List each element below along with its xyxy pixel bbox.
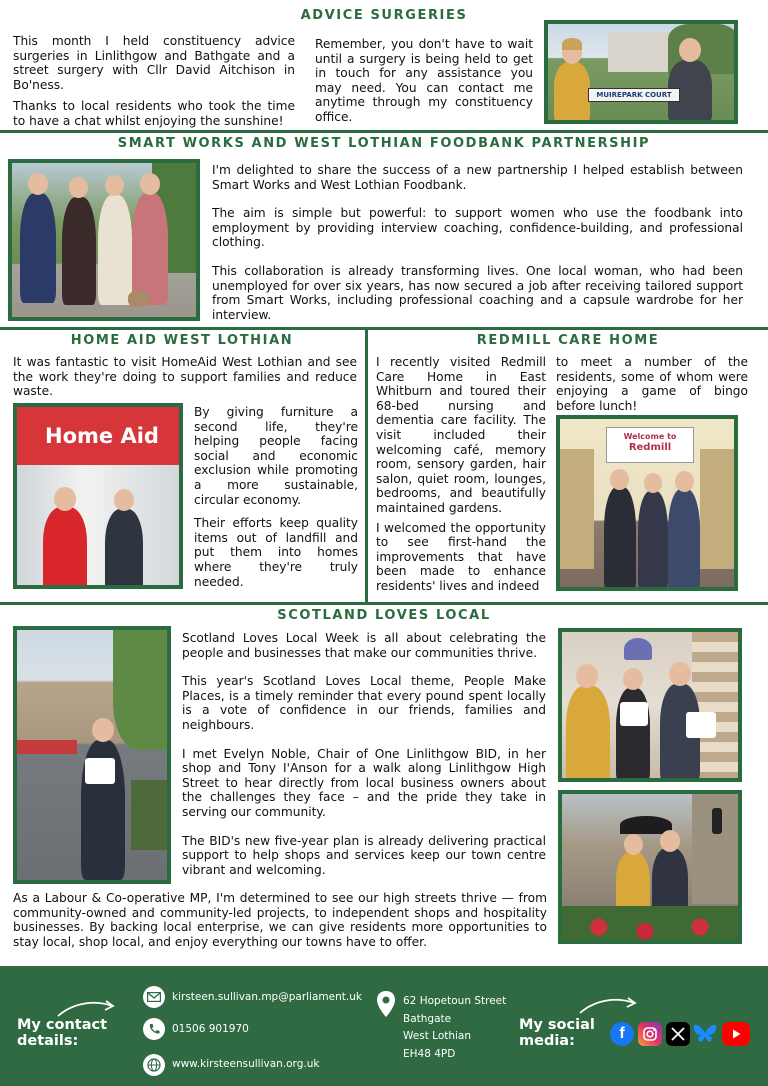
street-sign: MUIREPARK COURT bbox=[588, 88, 680, 102]
advice-photo bbox=[544, 20, 738, 124]
divider bbox=[0, 130, 768, 133]
sll-heading: SCOTLAND LOVES LOCAL bbox=[277, 608, 491, 623]
sll-photo-street bbox=[13, 626, 171, 884]
homeaid-sign: Home Aid bbox=[17, 407, 183, 465]
advice-col1-p2: Thanks to local residents who took the time to have a chat whilst enjoying the sunshine! bbox=[13, 99, 295, 128]
website-link[interactable]: www.kirsteensullivan.org.uk bbox=[172, 1058, 320, 1070]
homeaid-p2: Their efforts keep quality items out of landfill and put them into homes where they're truly needed. bbox=[194, 516, 358, 589]
sll-p5: As a Labour & Co-operative MP, I'm determined to see our high streets thrive — from community-owned and community-led projects, to independent shops and hospitality businesses. By backing local enterprise, we can give residents more opportunities to stay local, shop local, and enjoy everything our towns have to offer. bbox=[13, 891, 547, 949]
social-label-line1: My social bbox=[519, 1017, 595, 1033]
divider-vertical bbox=[365, 330, 368, 602]
advice-col2-p1: Remember, you don't have to wait until a surgery is being held to get in touch for any assistance you may need. You can contact me anytime through my constituency office. bbox=[315, 37, 533, 124]
address-line-3: West Lothian bbox=[403, 1030, 472, 1043]
arrow-icon bbox=[578, 995, 638, 1015]
smartworks-p1: I'm delighted to share the success of a new partnership I helped establish between Smart Works and West Lothian Foodbank. bbox=[212, 163, 743, 192]
advice-col2 bbox=[315, 37, 533, 132]
redmill-sign-line1: Welcome to bbox=[623, 432, 677, 441]
address-line-2: Bathgate bbox=[403, 1012, 452, 1025]
redmill-photo bbox=[556, 415, 738, 591]
email-icon bbox=[143, 986, 165, 1008]
redmill-col1 bbox=[376, 355, 546, 601]
address-line-4: EH48 4PD bbox=[403, 1047, 456, 1060]
divider bbox=[0, 327, 768, 330]
x-icon[interactable] bbox=[666, 1022, 690, 1046]
sll-p2: This year's Scotland Loves Local theme, People Make Places, is a timely reminder that every pound spent locally is a vote of confidence in our friends, families and neighbours. bbox=[182, 674, 546, 732]
phone-number[interactable]: 01506 901970 bbox=[172, 1023, 249, 1035]
location-pin-icon bbox=[376, 990, 396, 1018]
advice-col1 bbox=[13, 34, 295, 136]
email-link[interactable]: kirsteen.sullivan.mp@parliament.uk bbox=[172, 991, 362, 1003]
redmill-heading: REDMILL CARE HOME bbox=[476, 333, 660, 348]
contact-label-line2: details: bbox=[17, 1033, 79, 1049]
homeaid-photo bbox=[13, 403, 183, 589]
smartworks-photo bbox=[8, 159, 200, 321]
facebook-icon[interactable]: f bbox=[610, 1022, 634, 1046]
redmill-col1-p2: I welcomed the opportunity to see first-hand the improvements that have been made to enhance residents' lives and indeed bbox=[376, 520, 546, 593]
phone-icon bbox=[143, 1018, 165, 1040]
smartworks-p2: The aim is simple but powerful: to support women who use the foodbank into employment by providing interview coaching, confidence-building, and professional clothing. bbox=[212, 206, 743, 250]
divider bbox=[0, 602, 768, 605]
address bbox=[403, 993, 506, 1063]
smartworks-p3: This collaboration is already transforming lives. One local woman, who had been unemployed for over six years, has now secured a job after receiving tailored support from Smart Works, including professional coaching and a capsule wardrobe for her interview. bbox=[212, 263, 743, 322]
homeaid-text bbox=[194, 405, 358, 596]
redmill-col1-p1: I recently visited Redmill Care Home in East Whitburn and toured their 68-bed nursing and dementia care facility. The visit included their welcoming café, memory room, sensory garden, hair salon, quiet room, lounges, bedrooms, and beautifully maintained gardens. bbox=[376, 355, 546, 515]
address-line-1: 62 Hopetoun Street bbox=[403, 995, 507, 1007]
sll-p3: I met Evelyn Noble, Chair of One Linlithgow BID, in her shop and Tony I'Anson for a walk along Linlithgow High Street to hear directly from local business owners about the challenges they face – and the pride they take in serving our community. bbox=[182, 746, 546, 819]
smartworks-text bbox=[212, 163, 743, 329]
bluesky-icon[interactable] bbox=[693, 1022, 717, 1046]
youtube-icon[interactable] bbox=[722, 1022, 750, 1046]
homeaid-p1: By giving furniture a second life, they're helping people facing social and economic exclusion while promoting a more sustainable, circular economy. bbox=[194, 405, 358, 507]
homeaid-heading: HOME AID WEST LOTHIAN bbox=[70, 333, 294, 348]
contact-label-line1: My contact bbox=[17, 1017, 108, 1033]
advice-col1-p1: This month I held constituency advice surgeries in Linlithgow and Bathgate and a street surgery with Cllr David Aitchison in Bo'ness. bbox=[13, 34, 295, 92]
sll-text bbox=[182, 631, 546, 884]
advice-heading: ADVICE SURGERIES bbox=[300, 8, 468, 23]
instagram-icon[interactable] bbox=[638, 1022, 662, 1046]
social-label-line2: media: bbox=[519, 1033, 575, 1049]
redmill-col2-p1: to meet a number of the residents, some of whom were enjoying a game of bingo before lunch! bbox=[556, 355, 748, 413]
contact-label bbox=[17, 1017, 107, 1049]
sll-p1: Scotland Loves Local Week is all about celebrating the people and businesses that make our communities thrive. bbox=[182, 631, 546, 660]
smartworks-heading: SMART WORKS AND WEST LOTHIAN FOODBANK PARTNERSHIP bbox=[117, 136, 651, 151]
redmill-sign-line2: Redmill bbox=[628, 442, 672, 453]
sll-photo-shop bbox=[558, 628, 742, 782]
sll-p4: The BID's new five-year plan is already delivering practical support to help shops and services keep our town centre vibrant and welcoming. bbox=[182, 833, 546, 877]
redmill-col2 bbox=[556, 355, 748, 420]
footer bbox=[0, 966, 768, 1086]
social-label bbox=[519, 1017, 595, 1049]
homeaid-intro: It was fantastic to visit HomeAid West Lothian and see the work they're doing to support families and reduce waste. bbox=[13, 355, 357, 399]
globe-icon bbox=[143, 1054, 165, 1076]
redmill-sign bbox=[606, 427, 694, 463]
arrow-icon bbox=[56, 998, 116, 1018]
sll-photo-highstreet bbox=[558, 790, 742, 944]
